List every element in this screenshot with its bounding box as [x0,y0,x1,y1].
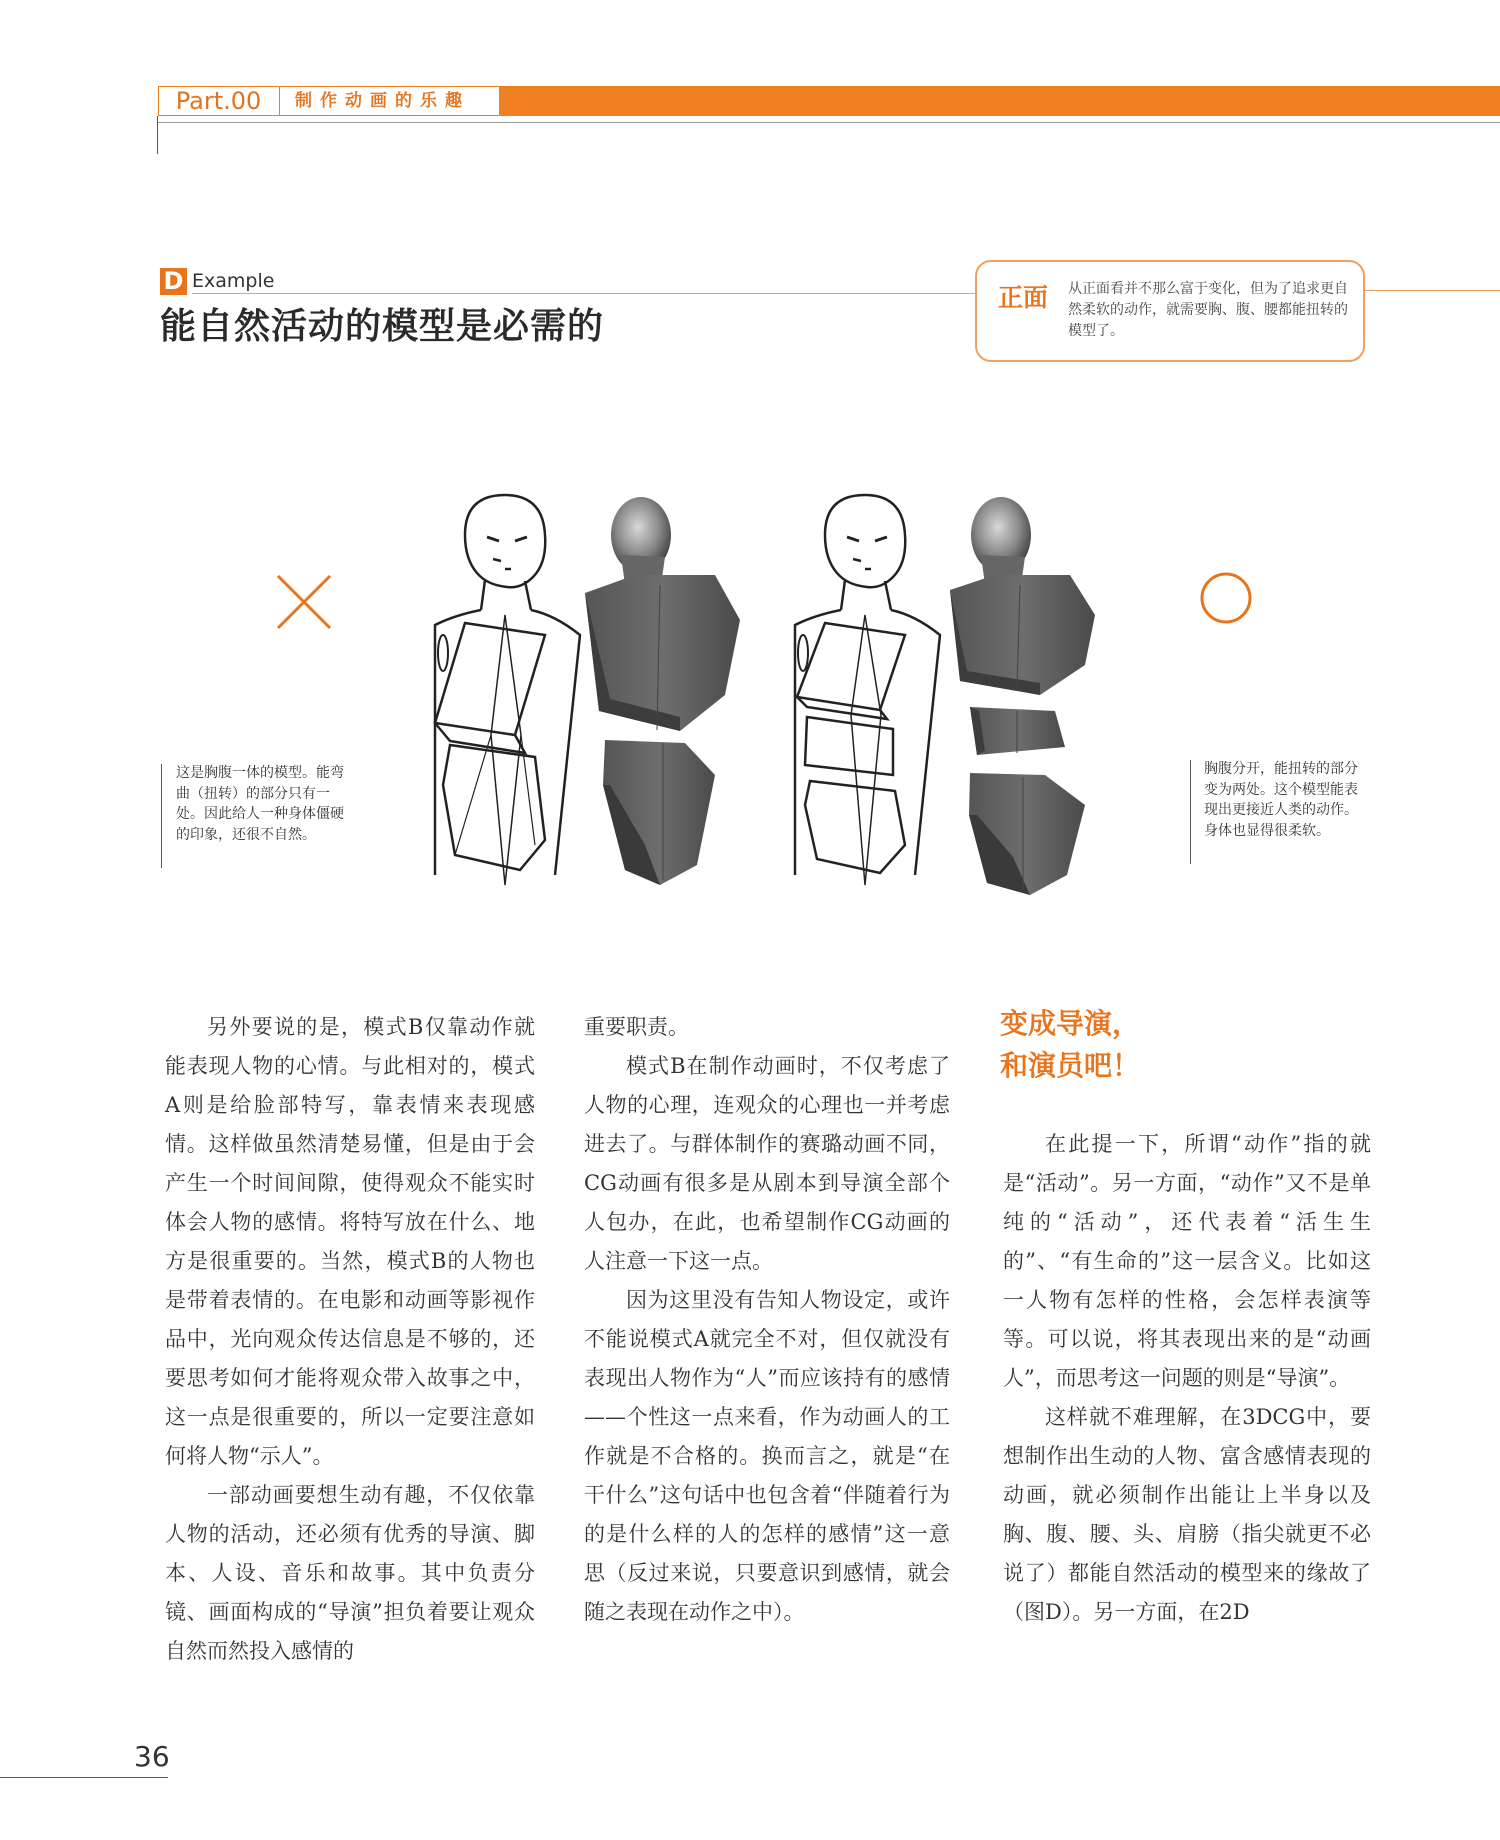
section-title: 能自然活动的模型是必需的 [160,306,605,347]
side-heading-line-1: 变成导演， [1000,1007,1141,1040]
page-number-rule [0,1777,168,1778]
part-label: Part.00 [158,86,280,116]
chapter-title: 制作动画的乐趣 [295,91,470,111]
paragraph: 在此提一下，所谓“动作”指的就是“活动”。另一方面，“动作”又不是单纯的“活动”，还代表着“活生生的”、“有生命的”这一层含义。比如这一人物有怎样的性格，会怎样表演等等。可以说，将其表现出来的是“动画人”，而思考这一问题的则是“导演”。 [1003,1132,1371,1390]
caption-right-bar [1190,760,1191,864]
incorrect-mark-icon [274,572,334,632]
model-comparison-figure [395,485,1195,915]
caption-left: 这是胸腹一体的模型。能弯曲（扭转）的部分只有一处。因此给人一种身体僵硬的印象，还很不自然。 [176,765,344,843]
paragraph: 因为这里没有告知人物设定，或许不能说模式A就完全不对，但仅就没有表现出人物作为“人”而应该持有的感情——个性这一点来看，作为动画人的工作就是不合格的。换而言之，就是“在干什么”这句话中也包含着“伴随着行为的是什么样的人的怎样的感情”这一意思（反过来说，只要意识到感情，就会随之表现在动作之中）。 [584,1288,950,1624]
header-rule [157,122,1500,123]
cg-model-b [950,497,1095,895]
body-column-1 [165,1008,535,1671]
sketch-model-a [435,495,580,885]
caption-right: 胸腹分开，能扭转的部分变为两处。这个模型能表现出更接近人类的动作。身体也显得很柔软。 [1204,761,1358,839]
correct-mark-icon [1198,570,1254,626]
paragraph: 这样就不难理解，在3DCG中，要想制作出生动的人物、富含感情表现的动画，就必须制作出能让上半身以及胸、腹、腰、头、肩膀（指尖就更不必说了）都能自然活动的模型来的缘故了（图D）。另一方面，在2D [1003,1405,1371,1624]
sketch-model-b [795,495,940,885]
body-column-3 [1003,1125,1371,1632]
side-heading [1000,1003,1140,1087]
section-letter-badge: D [160,268,187,295]
section-divider [192,293,1002,294]
body-column-2 [584,1008,950,1632]
paragraph: 重要职责。 [584,1015,689,1039]
caption-left-bar [161,764,162,868]
header-accent-bar [500,86,1500,116]
header-tick [157,116,158,154]
note-title: 正面 [998,283,1049,312]
paragraph: 另外要说的是，模式B仅靠动作就能表现人物的心情。与此相对的，模式A则是给脸部特写，靠表情来表现感情。这样做虽然清楚易懂，但是由于会产生一个时间间隙，使得观众不能实时体会人物的感情。将特写放在什么、地方是很重要的。当然，模式B的人物也是带着表情的。在电影和动画等影视作品中，光向观众传达信息是不够的，还要思考如何才能将观众带入故事之中，这一点是很重要的，所以一定要注意如何将人物“示人”。 [165,1015,535,1468]
note-text: 从正面看并不那么富于变化，但为了追求更自然柔软的动作，就需要胸、腹、腰都能扭转的模型了。 [1068,281,1348,339]
paragraph: 模式B在制作动画时，不仅考虑了人物的心理，连观众的心理也一并考虑进去了。与群体制作的赛璐动画不同，CG动画有很多是从剧本到导演全部个人包办，在此，也希望制作CG动画的人注意一下这一点。 [584,1054,950,1273]
note-connector-line [1365,290,1500,291]
side-heading-line-2: 和演员吧！ [1000,1049,1141,1082]
paragraph: 一部动画要想生动有趣，不仅依靠人物的活动，还必须有优秀的导演、脚本、人设、音乐和故事。其中负责分镜、画面构成的“导演”担负着要让观众自然而然投入感情的 [165,1483,535,1663]
page-number: 36 [134,1740,170,1773]
cg-model-a [585,497,740,885]
section-label: Example [192,270,275,292]
